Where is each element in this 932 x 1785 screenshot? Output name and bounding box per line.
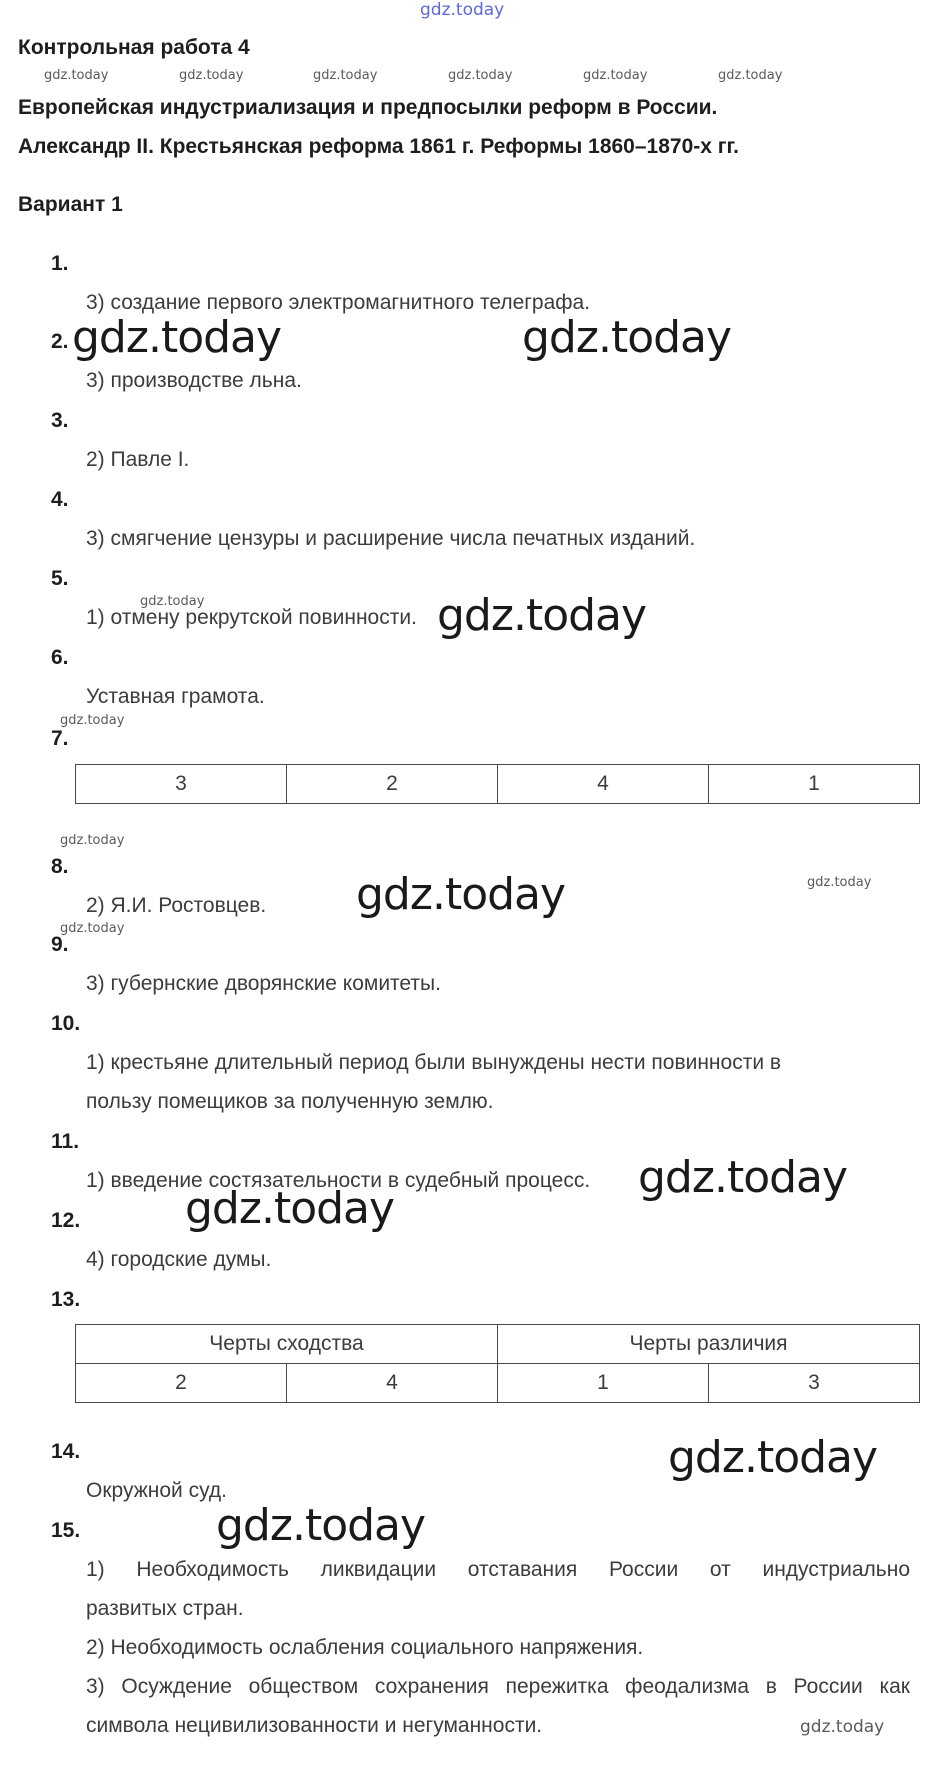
question-number: 2. [51,330,69,353]
watermark-big: gdz.today [638,1152,848,1203]
watermark-small: gdz.today [60,713,125,728]
answer-table-13 [75,1324,920,1403]
question-number: 4. [51,488,69,511]
question-number: 15. [51,1519,81,1542]
question-number: 11. [51,1130,80,1153]
answer-text: 2) Необходимость ослабления социального напряжения. [86,1636,644,1659]
table-cell: 2 [287,765,498,804]
table-header-similarities: Черты сходства [76,1325,498,1364]
table-cell: 3 [76,765,287,804]
answer-text: Уставная грамота. [86,685,265,708]
answer-text: символа нецивилизованности и негуманности. [86,1714,543,1737]
variant-label: Вариант 1 [18,193,123,216]
watermark-small: gdz.today [448,68,513,83]
watermark-small: gdz.today [313,68,378,83]
watermark-big: gdz.today [522,312,732,363]
table-cell: 4 [498,765,709,804]
answer-text: 3) губернские дворянские комитеты. [86,972,441,995]
watermark-top: gdz.today [420,0,505,20]
topic-line-2: Александр II. Крестьянская реформа 1861 г. Реформы 1860–1870-х гг. [18,135,739,158]
table-header-differences: Черты различия [498,1325,920,1364]
question-number: 6. [51,646,69,669]
watermark-small: gdz.today [60,921,125,936]
topic-line-1: Европейская индустриализация и предпосылки реформ в России. [18,96,718,119]
answer-text: 1) Необходимость ликвидации отставания России от индустриально [86,1558,910,1581]
question-number: 13. [51,1288,81,1311]
answer-text: 4) городские думы. [86,1248,272,1271]
question-number: 7. [51,727,69,750]
answer-text: 2) Павле I. [86,448,190,471]
watermark-small: gdz.today [583,68,648,83]
watermark-small: gdz.today [800,1717,885,1737]
watermark-big: gdz.today [185,1183,395,1234]
watermark-small: gdz.today [60,833,125,848]
answer-text: пользу помещиков за полученную землю. [86,1090,494,1113]
table-cell: 2 [76,1364,287,1403]
table-cell: 1 [709,765,920,804]
question-number: 12. [51,1209,81,1232]
answer-text: 1) крестьяне длительный период были вынуждены нести повинности в [86,1051,782,1074]
question-number: 9. [51,933,69,956]
question-number: 5. [51,567,69,590]
watermark-small: gdz.today [44,68,109,83]
answer-text: 3) смягчение цензуры и расширение числа печатных изданий. [86,527,696,550]
question-number: 3. [51,409,69,432]
answer-text: 1) отмену рекрутской повинности. [86,606,417,629]
watermark-big: gdz.today [437,590,647,641]
question-number: 8. [51,855,69,878]
answer-text: 3) создание первого электромагнитного телеграфа. [86,291,591,314]
answer-text: 2) Я.И. Ростовцев. [86,894,267,917]
watermark-big: gdz.today [356,869,566,920]
watermark-big: gdz.today [72,312,282,363]
table-cell: 4 [287,1364,498,1403]
answer-text: 1) введение состязательности в судебный процесс. [86,1169,591,1192]
answer-table-7 [75,764,920,804]
answer-text: Окружной суд. [86,1479,227,1502]
table-cell: 1 [498,1364,709,1403]
watermark-big: gdz.today [668,1432,878,1483]
answer-text: 3) производстве льна. [86,369,302,392]
watermark-small: gdz.today [718,68,783,83]
question-number: 10. [51,1012,81,1035]
watermark-small: gdz.today [179,68,244,83]
page-title: Контрольная работа 4 [18,36,250,59]
question-number: 1. [51,252,69,275]
table-cell: 3 [709,1364,920,1403]
watermark-small: gdz.today [140,594,205,609]
answer-text: развитых стран. [86,1597,244,1620]
answer-text: 3) Осуждение обществом сохранения пережитка феодализма в России как [86,1675,910,1698]
watermark-big: gdz.today [216,1500,426,1551]
watermark-small: gdz.today [807,875,872,890]
question-number: 14. [51,1440,81,1463]
